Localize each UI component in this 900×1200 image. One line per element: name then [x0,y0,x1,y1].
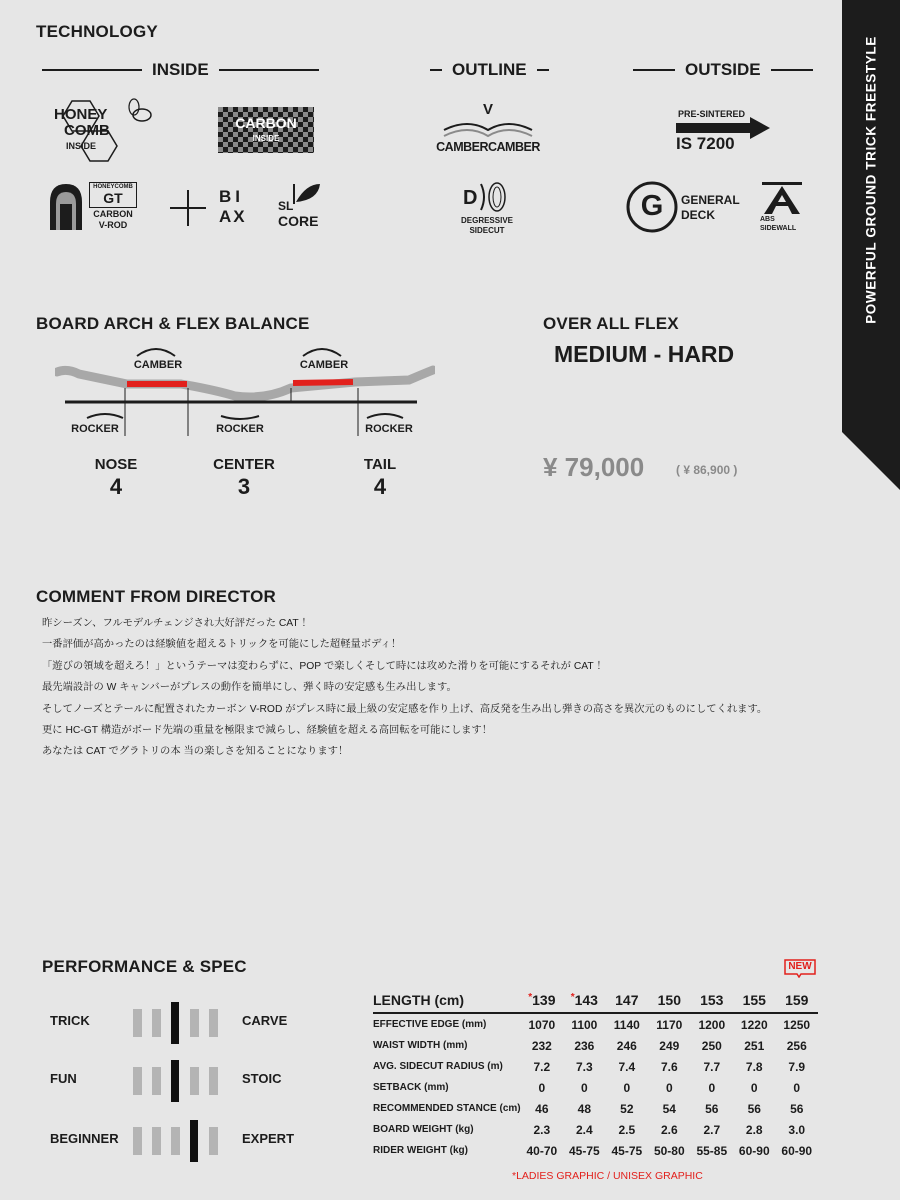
ladies-marker: * [528,992,533,1003]
spec-row-label: SETBACK (mm) [373,1082,449,1093]
perf-indicator-active [171,1060,179,1102]
rocker-label-nose: ROCKER [71,423,119,435]
spec-cell: 60-90 [738,1143,770,1158]
hcgt-l2: V-ROD [98,220,128,230]
new-badge [783,958,817,978]
abs-sidewall-logo [758,180,806,236]
spec-cell: 0 [708,1080,716,1095]
length-col-header [648,988,690,1013]
camber-camber-logo [436,102,540,162]
comment-line: 一番評価が高かったのは経験値を超えるトリックを可能にした超軽量ボディ！ [42,639,402,651]
perf-indicator [209,1067,218,1095]
general-deck-l2: DECK [681,208,716,222]
spec-cell: 40-70 [526,1143,558,1158]
inside-heading [42,60,319,80]
spec-row-label: WAIST WIDTH (mm) [373,1040,468,1051]
honeycomb-line1: HONEY [54,106,108,123]
degressive-sidecut-logo [455,180,519,236]
spec-cell: 2.3 [533,1122,551,1137]
spec-table [373,988,818,1161]
spec-cell: 7.6 [660,1059,678,1074]
pre-sintered-logo [672,108,772,156]
perf-indicator-active [190,1120,198,1162]
spec-cell: 7.8 [745,1059,763,1074]
board-tip-icon [48,182,84,232]
spec-footnote: *LADIES GRAPHIC / UNISEX GRAPHIC [512,1170,703,1182]
general-deck-g: G [640,190,664,222]
slcore-l2: CORE [278,213,319,229]
spec-cell: 55-85 [696,1143,728,1158]
perf-left-label: TRICK [50,1013,90,1028]
spec-cell: 0 [623,1080,631,1095]
spec-cell: 54 [662,1101,676,1116]
spec-row [373,1098,818,1119]
spec-cell: 7.9 [788,1059,806,1074]
price-main: ¥ 79,000 [543,452,645,482]
perf-indicator [133,1067,142,1095]
perf-left-label: FUN [50,1071,77,1086]
perf-indicator [152,1067,161,1095]
overall-flex-value: MEDIUM - HARD [554,341,735,367]
spec-cell: 236 [574,1038,595,1053]
honeycomb-line2: COMB [64,122,110,139]
spec-cell: 50-80 [653,1143,685,1158]
carbon-inside-logo [218,107,314,153]
sintered-l2: IS 7200 [676,134,735,153]
ladies-marker: * [570,992,575,1003]
length-value: 155 [742,992,766,1008]
carbon-line2: INSIDE [252,134,280,143]
length-value: 153 [700,992,724,1008]
length-col-header [733,988,775,1013]
spec-cell: 232 [531,1038,552,1053]
price-tax: ( ¥ 86,900 ) [676,463,738,477]
comment-line: そしてノーズとテールに配置されたカーボン V-ROD がプレス時に最上級の安定感を作り上げ、高反発を生み出し弾きの高さを異次元のものにしてくれます。 [42,703,768,715]
length-col-header [776,988,818,1013]
biax-l2: AX [219,207,247,226]
spec-cell: 0 [538,1080,546,1095]
spec-cell: 7.3 [575,1059,593,1074]
spec-cell: 46 [535,1101,549,1116]
spec-cell: 2.8 [745,1122,763,1137]
slcore-l1: SL [278,199,294,213]
camber-label-tail: CAMBER [299,359,349,371]
abs-a-icon [760,180,804,216]
spec-cell: 56 [790,1101,804,1116]
sidecut-icon [463,180,513,214]
biax-l1: BI [219,187,244,206]
hcgt-big: GT [103,190,123,206]
flex-nose-label: NOSE [94,456,138,473]
leaf-icon [292,182,324,208]
flex-center-label: CENTER [213,456,275,473]
spec-cell: 2.6 [660,1122,678,1137]
performance-title: PERFORMANCE & SPEC [42,957,247,976]
spec-cell: 7.4 [618,1059,636,1074]
spec-cell: 1250 [783,1017,811,1032]
inside-label: INSIDE [152,60,209,79]
degressive-l2: SIDECUT [469,226,505,235]
overall-flex-title: OVER ALL FLEX [543,314,679,333]
perf-indicator [133,1127,142,1155]
spec-row-label: AVG. SIDECUT RADIUS (m) [373,1061,503,1072]
hcgt-l1: CARBON [93,209,133,219]
flex-tail-label: TAIL [363,456,397,473]
spec-cell: 1100 [571,1017,598,1032]
spec-cell: 246 [616,1038,637,1053]
spec-cell: 1170 [656,1017,683,1032]
general-deck-l1: GENERAL [681,193,740,207]
spec-cell: 1200 [698,1017,726,1032]
spec-row [373,1077,818,1098]
spec-cell: 256 [786,1038,807,1053]
spec-header-row [373,988,818,1013]
perf-right-label: CARVE [242,1013,288,1028]
perf-indicator [209,1009,218,1037]
arch-title: BOARD ARCH & FLEX BALANCE [36,314,310,333]
length-value: 147 [615,992,639,1008]
spec-cell: 2.7 [703,1122,721,1137]
technology-title: TECHNOLOGY [36,22,158,41]
hcgt-top: HONEYCOMB [93,184,133,190]
flex-tail-value: 4 [373,474,387,499]
honeycomb-line3: INSIDE [66,141,97,151]
outline-label: OUTLINE [452,60,527,79]
spec-row [373,1140,818,1161]
comment-line: 「遊びの領域を超えろ！」というテーマは変わらずに、POP で楽しくそして時には攻めた滑りを可能にするそれが CAT ！ [42,660,607,672]
spec-cell: 56 [705,1101,719,1116]
spec-cell: 45-75 [568,1143,600,1158]
spec-row-label: RECOMMENDED STANCE (cm) [373,1103,521,1114]
abs-l2: SIDEWALL [760,225,797,232]
spec-row [373,1056,818,1077]
honeycomb-gt-logo [89,182,137,232]
length-header: LENGTH (cm) [373,988,521,1013]
perf-left-label: BEGINNER [50,1131,119,1146]
perf-indicator [171,1127,180,1155]
plus-v [187,190,189,226]
svg-text:D: D [463,187,478,209]
spec-cell: 45-75 [611,1143,643,1158]
comment-body [42,613,767,763]
spec-row-label: BOARD WEIGHT (kg) [373,1124,474,1135]
perf-indicator [190,1009,199,1037]
spec-row-label: EFFECTIVE EDGE (mm) [373,1019,487,1030]
degressive-l1: DEGRESSIVE [460,216,513,225]
spec-cell: 2.5 [618,1122,636,1137]
comment-line: 更に HC-GT 構造がボード先端の重量を極限まで減らし、経験値を超える高回転を可能にします！ [42,725,493,737]
length-col-header [606,988,648,1013]
perf-indicator [133,1009,142,1037]
spec-cell: 1070 [528,1017,556,1032]
perf-indicator [152,1009,161,1037]
spec-cell: 249 [659,1038,680,1053]
new-badge-text: NEW [788,961,812,972]
sintered-l1: PRE-SINTERED [678,109,746,119]
honeycomb-inside-logo [50,97,160,167]
spec-cell: 7.2 [533,1059,551,1074]
sl-core-logo [276,182,324,232]
comment-line: 最先端設計の W キャンバーがプレスの動作を簡単にし、弾く時の安定感も生み出します。 [42,682,457,694]
general-deck-logo [626,181,746,233]
rocker-label-center: ROCKER [216,423,264,435]
length-col-header [563,988,605,1013]
spec-row-label: RIDER WEIGHT (kg) [373,1145,468,1156]
spec-cell: 0 [750,1080,758,1095]
length-col-header [521,988,563,1013]
spec-cell: 3.0 [788,1122,806,1137]
length-value: 150 [657,992,681,1008]
outside-label: OUTSIDE [685,60,761,79]
spec-cell: 60-90 [781,1143,813,1158]
length-value: 159 [785,992,809,1008]
spec-cell: 48 [577,1101,592,1116]
banner-text: POWERFUL GROUND TRICK FREESTYLE [863,36,879,324]
spec-row [373,1119,818,1140]
spec-cell: 0 [793,1080,801,1095]
perf-indicator [209,1127,218,1155]
camber-v: V [482,101,493,118]
outside-heading [633,60,813,80]
perf-indicator-active [171,1002,179,1044]
carbon-line1: CARBON [235,115,297,131]
camber-label-nose: CAMBER [133,359,183,371]
flex-center-value: 3 [237,474,251,499]
spec-row [373,1035,818,1056]
spec-cell: 56 [747,1101,761,1116]
outline-heading [430,60,549,80]
perf-right-label: STOIC [242,1071,282,1086]
length-value: 139 [532,992,556,1008]
spec-cell: 0 [580,1080,588,1095]
perf-indicator [152,1127,161,1155]
spec-cell: 250 [701,1038,722,1053]
comment-line: あなたは CAT でグラトリの本 当の楽しさを知ることになります！ [42,746,349,758]
board-arch-diagram [55,340,435,440]
comment-line: 昨シーズン、フルモデルチェンジされ大好評だった CAT ！ [42,618,312,629]
length-value: 143 [574,992,598,1008]
length-col-header [691,988,733,1013]
spec-cell: 1140 [613,1017,640,1032]
spec-cell: 1220 [740,1017,768,1032]
spec-cell: 251 [744,1038,765,1053]
perf-indicator [190,1067,199,1095]
spec-cell: 7.7 [703,1059,721,1074]
spec-body [373,1013,818,1161]
comment-title: COMMENT FROM DIRECTOR [36,587,276,606]
flex-nose-value: 4 [109,474,123,499]
spec-cell: 2.4 [575,1122,593,1137]
rocker-label-tail: ROCKER [365,423,413,435]
spec-cell: 0 [665,1080,673,1095]
camber-label: CAMBERCAMBER [436,140,540,154]
spec-cell: 52 [620,1101,634,1116]
abs-l1: ABS [760,216,775,223]
perf-right-label: EXPERT [242,1131,295,1146]
spec-row [373,1013,818,1035]
camber-wave-icon [442,116,534,138]
